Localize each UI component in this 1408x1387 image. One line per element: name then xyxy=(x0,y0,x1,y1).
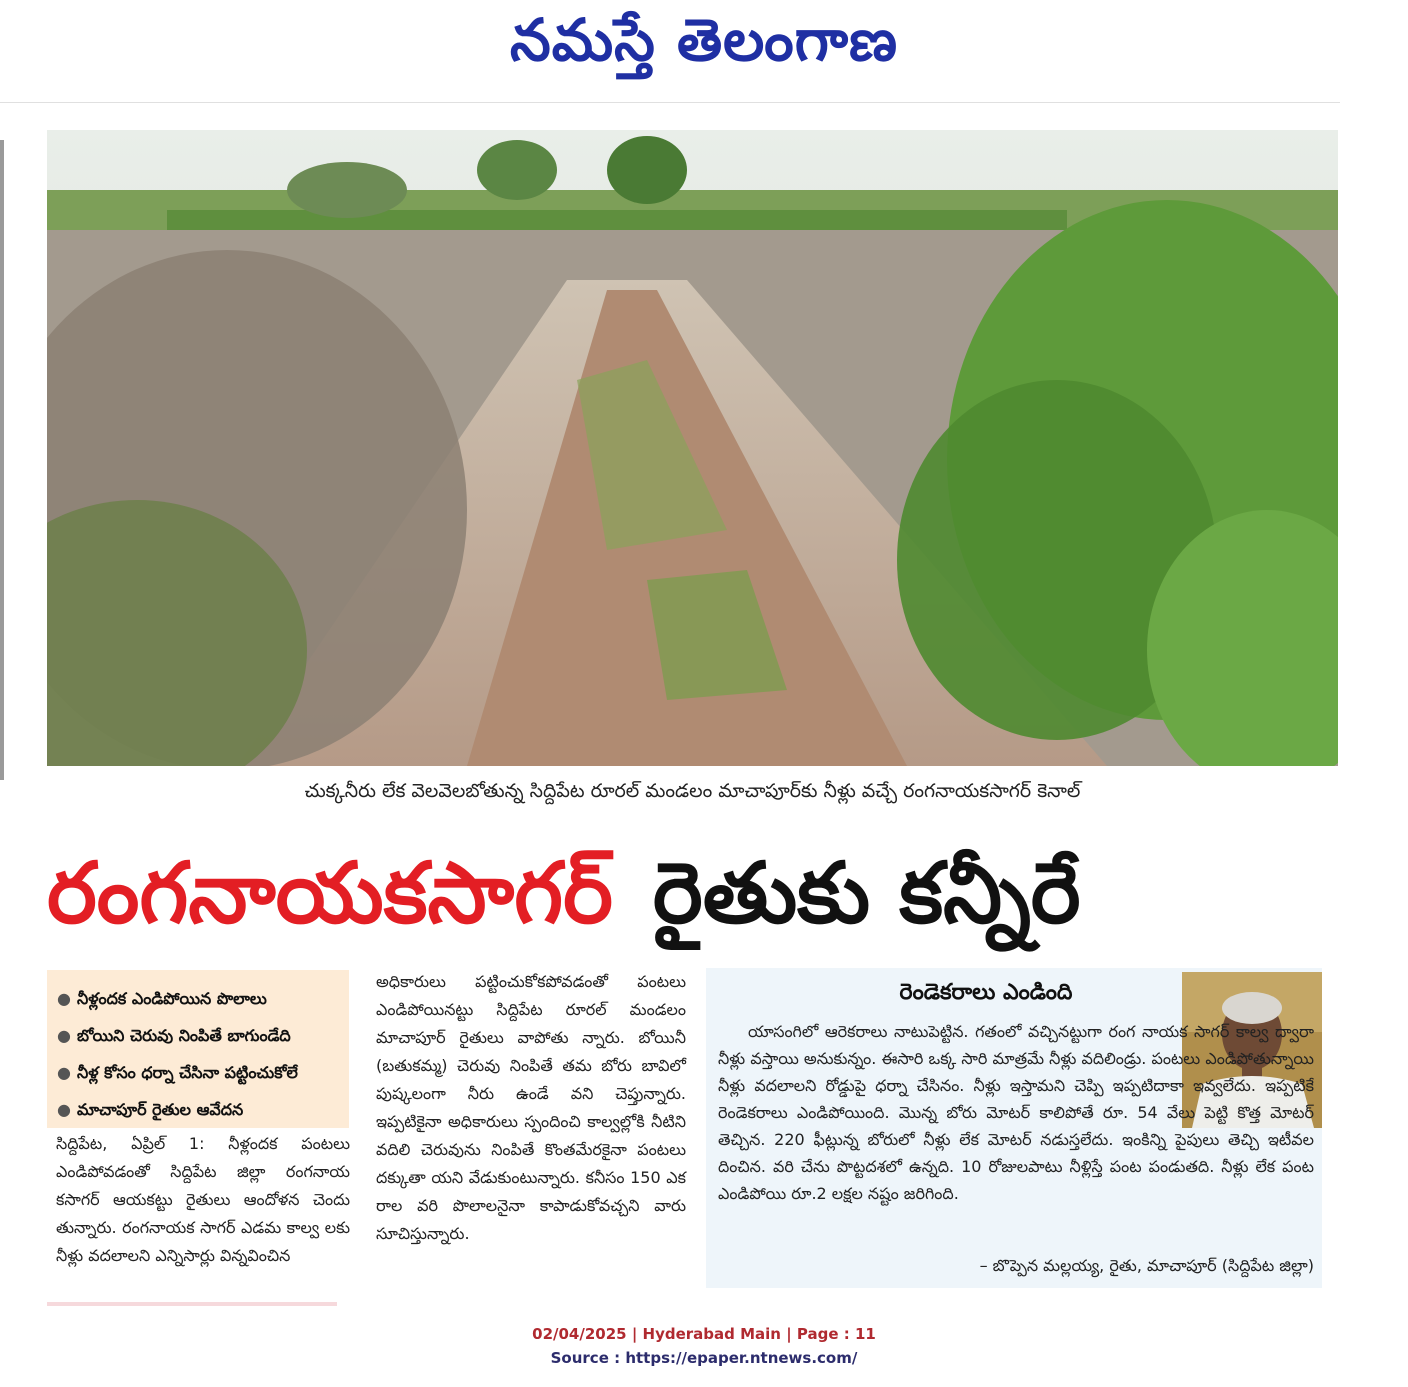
photo-caption: చుక్కనీరు లేక వెలవెలబోతున్న సిద్దిపేట రూరల్ మండలం మాచాపూర్‌కు నీళ్లు వచ్చే రంగనాయకసాగర్ కెనాల్ xyxy=(304,780,1081,802)
footer-date-edition: 02/04/2025 | Hyderabad Main | Page : 11 xyxy=(532,1325,876,1343)
quote-title: రెండెకరాలు ఎండింది xyxy=(899,980,1073,1005)
footer-source: Source : https://epaper.ntnews.com/ xyxy=(550,1349,858,1367)
highlights-box xyxy=(47,970,349,1128)
bullet-dot-icon: ● xyxy=(57,1063,71,1082)
highlight-item: ● నీళ్లందక ఎండిపోయిన పొలాలు xyxy=(57,989,267,1008)
headline xyxy=(47,818,1338,968)
canal-photo xyxy=(47,130,1338,766)
quote-credit: – బొప్పెన మల్లయ్య, రైతు, మాచాపూర్ (సిద్దిపేట జిల్లా) xyxy=(979,1256,1314,1275)
highlight-item: ● నీళ్ల కోసం ధర్నా చేసినా పట్టించుకోలే xyxy=(57,1063,298,1082)
masthead-divider xyxy=(0,102,1340,103)
article-column-1: సిద్దిపేట, ఏప్రిల్ 1: నీళ్లందక పంటలు ఎండిపోవడంతో సిద్దిపేట జిల్లా రంగనాయ కసాగర్ ఆయకట్టు రైతులు ఆందోళన చెందు తున్నారు. రంగనాయక సాగర్ ఎడమ కాల్వ లకు నీళ్లు వదలాలని ఎన్నిసార్లు విన్నవించిన xyxy=(56,1134,350,1265)
masthead xyxy=(0,0,1408,100)
canal-photo-icon xyxy=(47,130,1338,766)
bullet-dot-icon: ● xyxy=(57,989,71,1008)
article-column-2: అధికారులు పట్టించుకోకపోవడంతో పంటలు ఎండిపోయినట్టు సిద్దిపేట రూరల్ మండలం మాచాపూర్ రైతులు వాపోతు న్నారు. బోయినీ (బతుకమ్మ) చెరువు నింపితే తమ బోరు బావిలో పుష్కలంగా నీరు ఉండే వని చెప్తున్నారు. ఇప్పటికైనా అధికారులు స్పందించి కాల్వల్లోకి నీటిని వదిలి చెరువును నింపితే కొంతమేరకైనా పంటలు దక్కుతా యని వేడుకుంటున్నారు. కనీసం 150 ఎక రాల వరి పొలాలనైనా కాపాడుకోవచ్చని వారు సూచిస్తున్నారు. xyxy=(376,972,686,1243)
bullet-dot-icon: ● xyxy=(57,1026,71,1045)
next-article-strip xyxy=(47,1302,337,1306)
farmer-quote-box xyxy=(706,968,1322,1288)
quote-body: యాసంగిలో ఆరెకరాలు నాటుపెట్టిన. గతంలో వచ్చినట్టుగా రంగ నాయక సాగర్ కాల్వ ద్వారా నీళ్లు వస్తాయి అనుకున్నం. ఈసారి ఒక్క సారి మాత్రమే నీళ్లు వదిలిండ్రు. పంటలు ఎండిపోతున్నాయి నీళ్లు వదలాలని రోడ్డుపై ధర్నా చేసినం. నీళ్లు ఇస్తామని చెప్పి ఇప్పటిదాకా ఇవ్వలేదు. ఇప్పటికే రెండెకరాలు ఎండిపోయింది. మొన్న బోరు మోటర్ కాలిపోతే రూ. 54 వేలు పెట్టి కొత్త మోటర్ తెచ్చిన. 220 ఫీట్లున్న బోరులో నీళ్లు లేక మోటర్ నడుస్తలేదు. ఇంకిన్ని పైపులు తెచ్చి ఇటీవల దించిన. వరి చేను పొట్టదశలో ఉన్నది. 10 రోజులపాటు నీళ్లిస్తే పంట పండుతది. నీళ్లు లేక పంట ఎండిపోయి రూ.2 లక్షల నష్టం జరిగింది. xyxy=(718,1022,1314,1203)
highlight-item: ● మాచాపూర్ రైతుల ఆవేదన xyxy=(57,1100,244,1119)
highlight-item: ● బోయిని చెరువు నింపితే బాగుండేది xyxy=(57,1026,291,1045)
bullet-dot-icon: ● xyxy=(57,1100,71,1119)
page-edge-strip xyxy=(0,140,4,780)
masthead-title: నమస్తే తెలంగాణ xyxy=(510,6,898,74)
page-footer xyxy=(0,1322,1408,1370)
headline-part-1: రంగనాయకసాగర్ xyxy=(47,844,613,942)
headline-part-2: రైతుకు కన్నీరే xyxy=(652,844,1081,942)
